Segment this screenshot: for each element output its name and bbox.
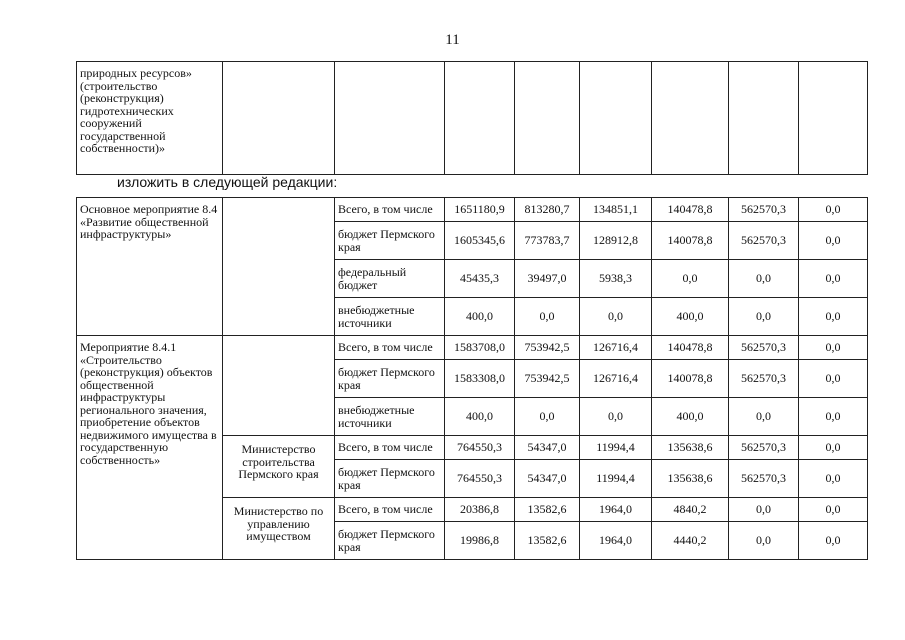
previous-table-fragment [76, 61, 868, 175]
amount-cell: 0,0 [580, 298, 652, 336]
amount-cell: 400,0 [445, 298, 515, 336]
amount-cell: 39497,0 [515, 260, 580, 298]
amount-cell: 562570,3 [729, 460, 799, 498]
amount-cell: 1964,0 [580, 522, 652, 560]
amount-cell: 0,0 [799, 360, 868, 398]
amount-cell: 0,0 [515, 298, 580, 336]
funding-source-cell: федеральный бюджет [335, 260, 445, 298]
funding-source-cell: внебюджетные источники [335, 398, 445, 436]
amount-cell: 773783,7 [515, 222, 580, 260]
funding-source-cell: внебюджетные источники [335, 298, 445, 336]
amount-cell: 753942,5 [515, 360, 580, 398]
amount-cell: 562570,3 [729, 360, 799, 398]
executor-cell: Министерство строительства Пермского края [223, 436, 335, 498]
amount-cell: 0,0 [729, 522, 799, 560]
funding-source-cell: Всего, в том числе [335, 498, 445, 522]
amount-cell: 140078,8 [652, 222, 729, 260]
amount-cell: 4440,2 [652, 522, 729, 560]
amount-cell: 562570,3 [729, 436, 799, 460]
measure-name-cell: природных ресурсов» (строительство (реконструкция) гидротехнических сооружений государственной собственности)» [77, 62, 223, 175]
amount-cell: 20386,8 [445, 498, 515, 522]
amount-cell: 562570,3 [729, 198, 799, 222]
amount-cell: 128912,8 [580, 222, 652, 260]
amount-cell: 753942,5 [515, 336, 580, 360]
amount-cell: 1651180,9 [445, 198, 515, 222]
amount-cell: 0,0 [799, 336, 868, 360]
table-row [77, 198, 868, 222]
amount-cell: 0,0 [652, 260, 729, 298]
amount-cell: 134851,1 [580, 198, 652, 222]
amount-cell: 0,0 [799, 222, 868, 260]
amount-cell: 0,0 [799, 198, 868, 222]
amount-cell: 764550,3 [445, 460, 515, 498]
executor-cell [223, 198, 335, 336]
amount-cell: 764550,3 [445, 436, 515, 460]
funding-source-cell: Всего, в том числе [335, 198, 445, 222]
table-row [77, 336, 868, 360]
funding-source-cell: бюджет Пермского края [335, 360, 445, 398]
amount-cell: 11994,4 [580, 436, 652, 460]
measure-name-cell: Мероприятие 8.4.1 «Строительство (реконструкция) объектов общественной инфраструктуры регионального значения, приобретение объектов недвижимого имущества в государственную собственность» [77, 336, 223, 560]
instruction-text: изложить в следующей редакции: [117, 174, 338, 190]
table-row [77, 62, 868, 175]
amount-cell: 0,0 [729, 298, 799, 336]
measure-name-cell: Основное мероприятие 8.4 «Развитие общественной инфраструктуры» [77, 198, 223, 336]
amount-cell: 5938,3 [580, 260, 652, 298]
funding-source-cell: бюджет Пермского края [335, 522, 445, 560]
amount-cell: 135638,6 [652, 436, 729, 460]
amount-cell: 0,0 [580, 398, 652, 436]
amount-cell: 400,0 [652, 398, 729, 436]
amount-cell: 45435,3 [445, 260, 515, 298]
funding-table [76, 197, 868, 560]
amount-cell: 13582,6 [515, 522, 580, 560]
executor-cell [223, 336, 335, 436]
funding-source-cell: Всего, в том числе [335, 436, 445, 460]
amount-cell: 13582,6 [515, 498, 580, 522]
funding-source-cell: бюджет Пермского края [335, 222, 445, 260]
amount-cell: 1964,0 [580, 498, 652, 522]
amount-cell: 0,0 [729, 498, 799, 522]
amount-cell: 135638,6 [652, 460, 729, 498]
amount-cell: 0,0 [515, 398, 580, 436]
executor-cell: Министерство по управлению имуществом [223, 498, 335, 560]
amount-cell: 126716,4 [580, 360, 652, 398]
amount-cell: 0,0 [799, 460, 868, 498]
amount-cell: 1605345,6 [445, 222, 515, 260]
amount-cell: 0,0 [799, 522, 868, 560]
amount-cell: 140078,8 [652, 360, 729, 398]
page-number: 11 [445, 32, 460, 48]
amount-cell: 813280,7 [515, 198, 580, 222]
amount-cell: 126716,4 [580, 336, 652, 360]
amount-cell: 140478,8 [652, 198, 729, 222]
amount-cell: 0,0 [799, 436, 868, 460]
amount-cell: 19986,8 [445, 522, 515, 560]
funding-source-cell: бюджет Пермского края [335, 460, 445, 498]
amount-cell: 400,0 [652, 298, 729, 336]
amount-cell: 0,0 [729, 260, 799, 298]
amount-cell: 0,0 [799, 260, 868, 298]
amount-cell: 562570,3 [729, 222, 799, 260]
amount-cell: 54347,0 [515, 436, 580, 460]
amount-cell: 562570,3 [729, 336, 799, 360]
amount-cell: 11994,4 [580, 460, 652, 498]
funding-source-cell: Всего, в том числе [335, 336, 445, 360]
amount-cell: 0,0 [799, 398, 868, 436]
amount-cell: 1583308,0 [445, 360, 515, 398]
amount-cell: 1583708,0 [445, 336, 515, 360]
amount-cell: 0,0 [799, 298, 868, 336]
amount-cell: 140478,8 [652, 336, 729, 360]
amount-cell: 4840,2 [652, 498, 729, 522]
amount-cell: 0,0 [799, 498, 868, 522]
amount-cell: 400,0 [445, 398, 515, 436]
amount-cell: 0,0 [729, 398, 799, 436]
amount-cell: 54347,0 [515, 460, 580, 498]
